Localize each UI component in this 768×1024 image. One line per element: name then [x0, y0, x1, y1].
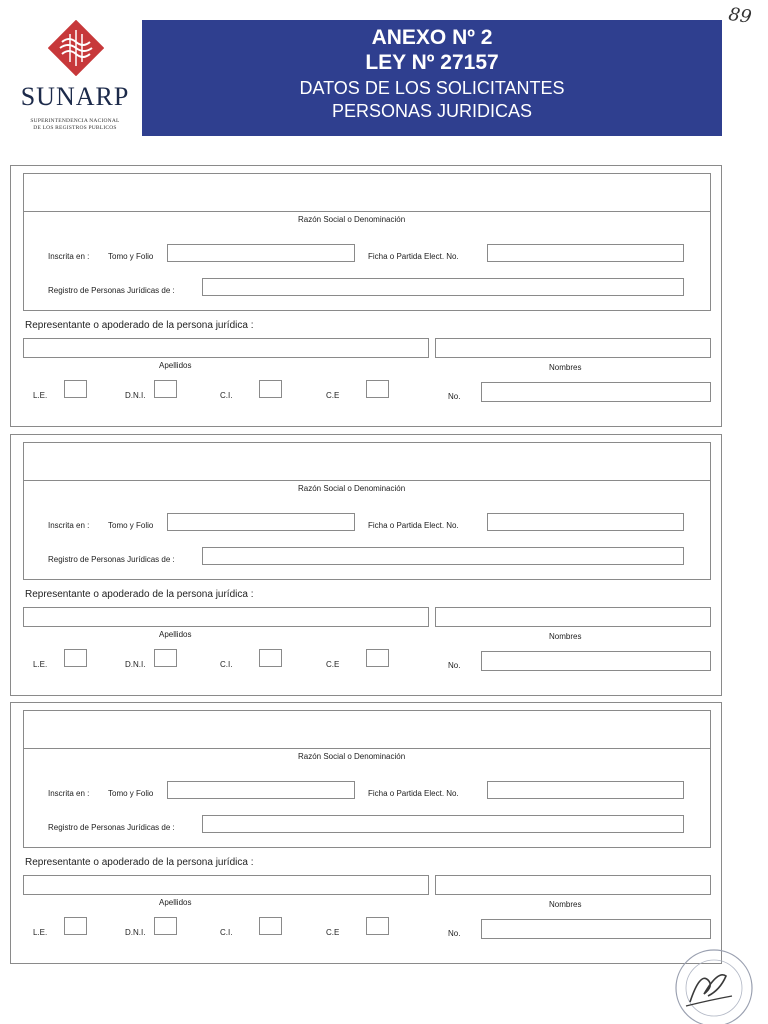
- dni-checkbox[interactable]: [154, 380, 177, 398]
- nombres-input[interactable]: [435, 875, 711, 895]
- inscrita-label: Inscrita en :: [48, 521, 90, 530]
- company-data-box: [23, 173, 711, 311]
- apellidos-input[interactable]: [23, 607, 429, 627]
- law-title: LEY Nº 27157: [365, 51, 499, 74]
- apellidos-input[interactable]: [23, 875, 429, 895]
- ficha-input[interactable]: [487, 513, 684, 531]
- no-label: No.: [448, 929, 461, 938]
- razon-social-label: Razón Social o Denominación: [298, 484, 406, 493]
- no-label: No.: [448, 661, 461, 670]
- handwritten-page-number: 89: [727, 3, 753, 28]
- apellidos-label: Apellidos: [159, 361, 192, 370]
- no-label: No.: [448, 392, 461, 401]
- applicant-section-1: [10, 165, 722, 427]
- title-banner: [142, 20, 722, 136]
- nombres-label: Nombres: [549, 900, 582, 909]
- razon-social-field[interactable]: [24, 443, 710, 481]
- ci-label: C.I.: [220, 391, 233, 400]
- tomo-folio-label: Tomo y Folio: [108, 252, 154, 261]
- nombres-input[interactable]: [435, 607, 711, 627]
- applicant-section-3: [10, 702, 722, 964]
- le-checkbox[interactable]: [64, 917, 87, 935]
- razon-social-label: Razón Social o Denominación: [298, 752, 406, 761]
- dni-checkbox[interactable]: [154, 649, 177, 667]
- logo-name: SUNARP: [20, 82, 130, 111]
- document-number-input[interactable]: [481, 651, 711, 671]
- ce-label: C.E: [326, 928, 340, 937]
- ce-label: C.E: [326, 660, 340, 669]
- registro-label: Registro de Personas Jurídicas de :: [48, 823, 175, 832]
- logo-subtitle: SUPERINTENDENCIA NACIONAL DE LOS REGISTROS PUBLICOS: [30, 118, 120, 131]
- registry-seal-stamp-icon: [660, 940, 756, 1024]
- ci-label: C.I.: [220, 928, 233, 937]
- dni-label: D.N.I.: [125, 391, 146, 400]
- registro-input[interactable]: [202, 278, 684, 296]
- nombres-input[interactable]: [435, 338, 711, 358]
- dni-label: D.N.I.: [125, 660, 146, 669]
- document-number-input[interactable]: [481, 919, 711, 939]
- nombres-label: Nombres: [549, 363, 582, 372]
- ficha-input[interactable]: [487, 781, 684, 799]
- le-label: L.E.: [33, 391, 48, 400]
- registro-label: Registro de Personas Jurídicas de :: [48, 286, 175, 295]
- le-label: L.E.: [33, 660, 48, 669]
- annex-title: ANEXO Nº 2: [371, 26, 493, 49]
- sunarp-emblem-icon: [48, 20, 104, 76]
- representante-label: Representante o apoderado de la persona jurídica :: [25, 589, 254, 600]
- tomo-folio-input[interactable]: [167, 781, 355, 799]
- representante-label: Representante o apoderado de la persona jurídica :: [25, 857, 254, 868]
- section-subtitle: PERSONAS JURIDICAS: [331, 101, 533, 121]
- representante-label: Representante o apoderado de la persona jurídica :: [25, 320, 254, 331]
- company-data-box: [23, 442, 711, 580]
- razon-social-label: Razón Social o Denominación: [298, 215, 406, 224]
- apellidos-label: Apellidos: [159, 630, 192, 639]
- tomo-folio-input[interactable]: [167, 244, 355, 262]
- ci-label: C.I.: [220, 660, 233, 669]
- tomo-folio-label: Tomo y Folio: [108, 789, 154, 798]
- section-title: DATOS DE LOS SOLICITANTES: [299, 78, 565, 98]
- le-label: L.E.: [33, 928, 48, 937]
- le-checkbox[interactable]: [64, 649, 87, 667]
- ci-checkbox[interactable]: [259, 380, 282, 398]
- razon-social-field[interactable]: [24, 174, 710, 212]
- company-data-box: [23, 710, 711, 848]
- tomo-folio-input[interactable]: [167, 513, 355, 531]
- registro-label: Registro de Personas Jurídicas de :: [48, 555, 175, 564]
- ficha-input[interactable]: [487, 244, 684, 262]
- ficha-label: Ficha o Partida Elect. No.: [368, 252, 459, 261]
- dni-checkbox[interactable]: [154, 917, 177, 935]
- nombres-label: Nombres: [549, 632, 582, 641]
- apellidos-input[interactable]: [23, 338, 429, 358]
- ce-checkbox[interactable]: [366, 649, 389, 667]
- razon-social-field[interactable]: [24, 711, 710, 749]
- sunarp-logo: [10, 18, 140, 140]
- applicant-section-2: [10, 434, 722, 696]
- ci-checkbox[interactable]: [259, 649, 282, 667]
- ficha-label: Ficha o Partida Elect. No.: [368, 521, 459, 530]
- apellidos-label: Apellidos: [159, 898, 192, 907]
- inscrita-label: Inscrita en :: [48, 252, 90, 261]
- tomo-folio-label: Tomo y Folio: [108, 521, 154, 530]
- ce-checkbox[interactable]: [366, 380, 389, 398]
- registro-input[interactable]: [202, 547, 684, 565]
- inscrita-label: Inscrita en :: [48, 789, 90, 798]
- ce-checkbox[interactable]: [366, 917, 389, 935]
- ci-checkbox[interactable]: [259, 917, 282, 935]
- document-number-input[interactable]: [481, 382, 711, 402]
- registro-input[interactable]: [202, 815, 684, 833]
- ficha-label: Ficha o Partida Elect. No.: [368, 789, 459, 798]
- le-checkbox[interactable]: [64, 380, 87, 398]
- dni-label: D.N.I.: [125, 928, 146, 937]
- ce-label: C.E: [326, 391, 340, 400]
